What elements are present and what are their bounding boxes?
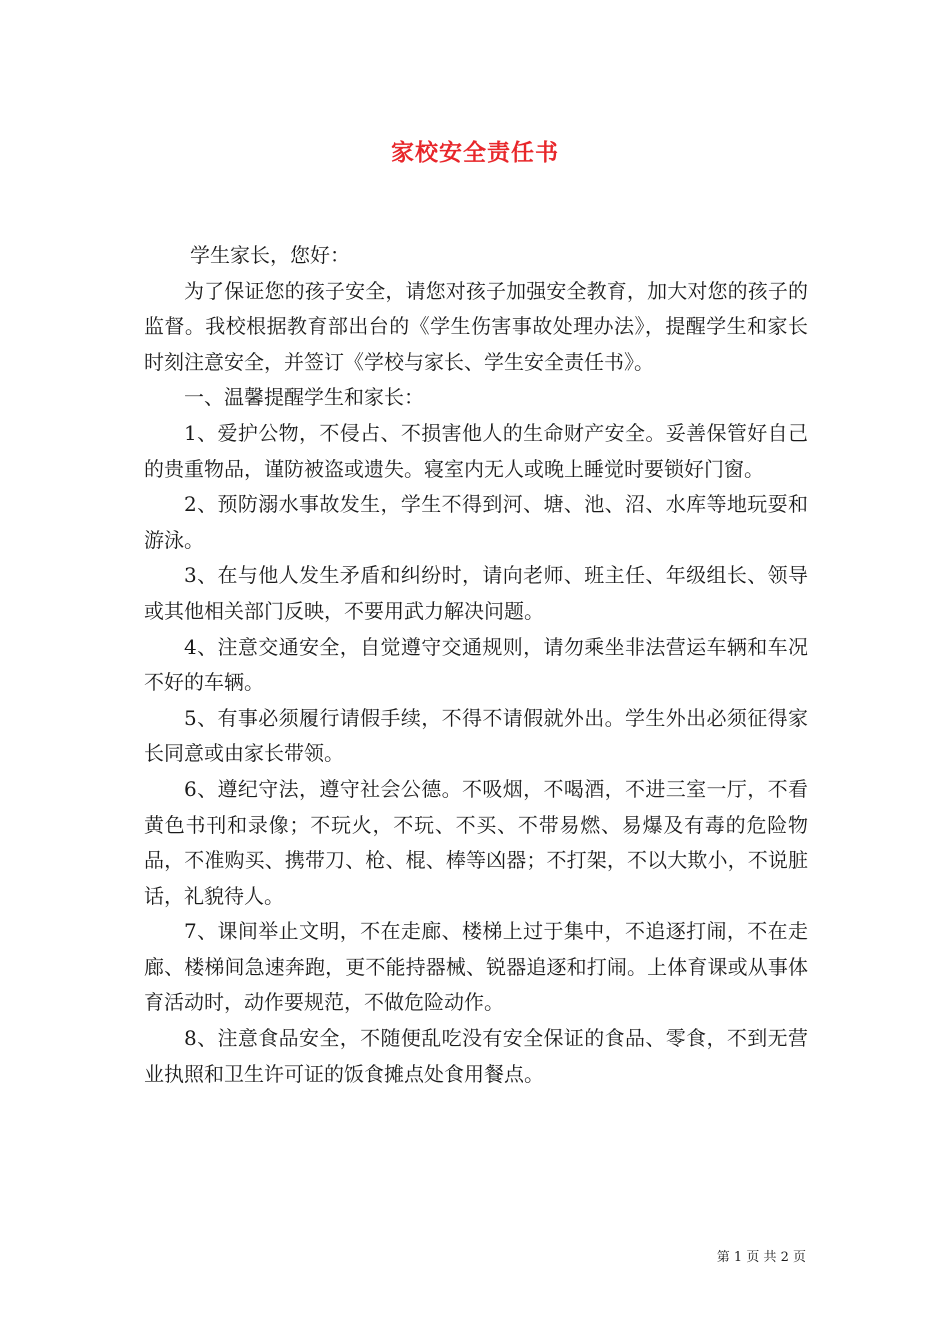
intro-paragraph: 为了保证您的孩子安全，请您对孩子加强安全教育，加大对您的孩子的监督。我校根据教育部出台的《学生伤害事故处理办法》，提醒学生和家长时刻注意安全，并签订《学校与家长、学生安全责任书》。 bbox=[144, 278, 808, 374]
greeting: 学生家长，您好： bbox=[190, 243, 350, 267]
list-item: 2、预防溺水事故发生，学生不得到河、塘、池、沼、水库等地玩耍和游泳。 bbox=[144, 492, 808, 552]
list-item: 6、遵纪守法，遵守社会公德。不吸烟，不喝酒，不进三室一厅，不看黄色书刊和录像；不玩火，不玩、不买、不带易燃、易爆及有毒的危险物品，不准购买、携带刀、枪、棍、棒等凶器；不打架，不以大欺小，不说脏话，礼貌待人。 bbox=[144, 776, 808, 908]
list-item: 7、课间举止文明，不在走廊、楼梯上过于集中，不追逐打闹，不在走廊、楼梯间急速奔跑，更不能持器械、锐器追逐和打闹。上体育课或从事体育活动时，动作要规范，不做危险动作。 bbox=[144, 919, 808, 1015]
document-title: 家校安全责任书 bbox=[391, 139, 559, 166]
list-item: 8、注意食品安全，不随便乱吃没有安全保证的食品、零食，不到无营业执照和卫生许可证的饭食摊点处食用餐点。 bbox=[144, 1026, 808, 1086]
document-body bbox=[144, 238, 808, 1092]
list-item: 4、注意交通安全，自觉遵守交通规则，请勿乘坐非法营运车辆和车况不好的车辆。 bbox=[144, 634, 808, 695]
section-heading: 一、温馨提醒学生和家长： bbox=[184, 385, 424, 410]
list-item: 5、有事必须履行请假手续，不得不请假就外出。学生外出必须征得家长同意或由家长带领。 bbox=[144, 705, 808, 766]
page-indicator: 第 1 页 共 2 页 bbox=[716, 1250, 806, 1265]
list-item: 3、在与他人发生矛盾和纠纷时，请向老师、班主任、年级组长、领导或其他相关部门反映，不要用武力解决问题。 bbox=[144, 563, 808, 623]
list-item: 1、爱护公物，不侵占、不损害他人的生命财产安全。妥善保管好自己的贵重物品，谨防被盗或遗失。寝室内无人或晚上睡觉时要锁好门窗。 bbox=[144, 420, 808, 481]
